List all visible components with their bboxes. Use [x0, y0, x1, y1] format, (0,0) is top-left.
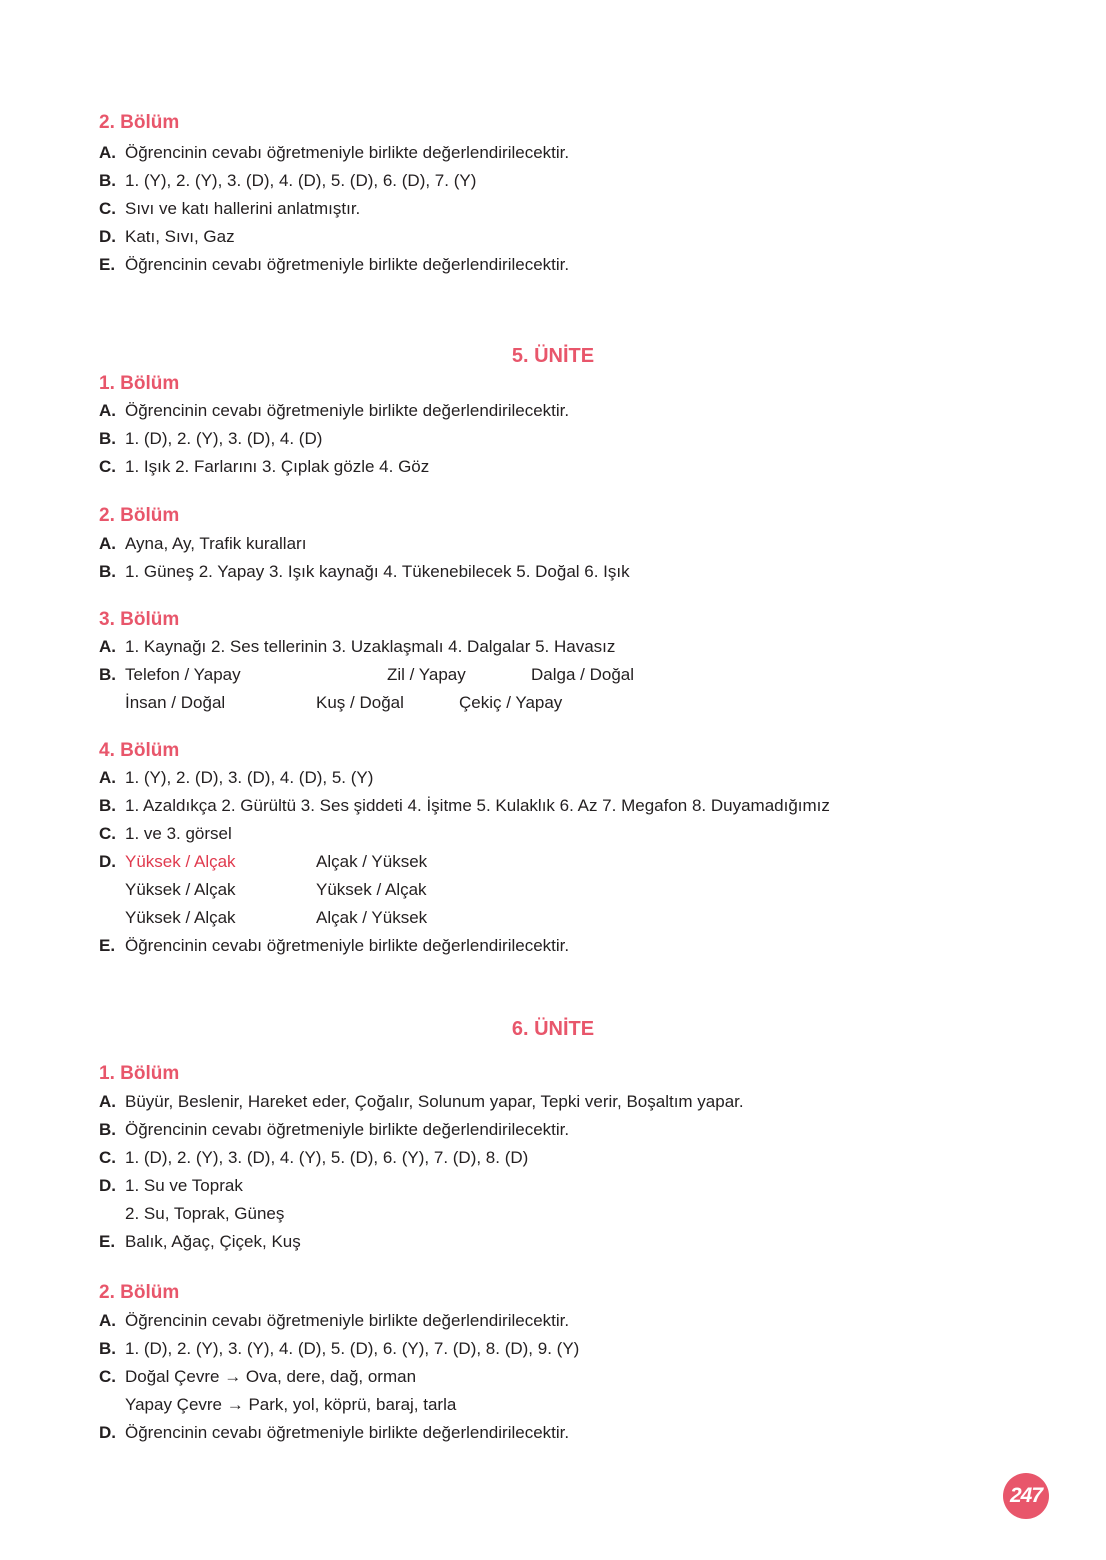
answer-label: D. — [99, 1176, 116, 1195]
answer-label: C. — [99, 457, 116, 476]
answer-text: 1. (D), 2. (Y), 3. (D), 4. (D) — [125, 429, 323, 448]
answer-text: 1. ve 3. görsel — [125, 824, 232, 843]
unit-title — [0, 1018, 1106, 1041]
answer-text: 1. Azaldıkça 2. Gürültü 3. Ses şiddeti 4. İşitme 5. Kulaklık 6. Az 7. Megafon 8. Duyamadığımız — [125, 796, 830, 815]
answer-row — [99, 1119, 569, 1141]
answer-label: C. — [99, 1367, 116, 1386]
answer-row — [99, 254, 569, 276]
answer-label: A. — [99, 401, 116, 420]
answer-row — [99, 400, 569, 422]
answer-row — [99, 142, 569, 164]
answer-row — [99, 636, 615, 658]
answer-label: A. — [99, 637, 116, 656]
answer-row — [99, 226, 235, 248]
answer-text: Öğrencinin cevabı öğretmeniyle birlikte değerlendirilecektir. — [125, 1120, 570, 1139]
answer-row — [99, 428, 322, 450]
answer-row — [99, 1366, 416, 1388]
answer-row — [99, 935, 569, 957]
answer-continuation: Yapay Çevre → Park, yol, köprü, baraj, tarla — [125, 1395, 457, 1414]
page-number-badge — [1003, 1473, 1049, 1519]
match-cell: Zil / Yapay — [387, 665, 466, 684]
answer-label: B. — [99, 796, 116, 815]
answer-text: Sıvı ve katı hallerini anlatmıştır. — [125, 199, 361, 218]
answer-label: A. — [99, 768, 116, 787]
answer-row — [99, 664, 125, 686]
match-cell: İnsan / Doğal — [125, 693, 226, 712]
answer-label: E. — [99, 1232, 116, 1251]
answer-text: Katı, Sıvı, Gaz — [125, 227, 235, 246]
answer-row — [99, 851, 125, 873]
answer-row — [99, 533, 306, 555]
section-title: 1. Bölüm — [99, 373, 180, 394]
answer-label: C. — [99, 199, 116, 218]
answer-text: Öğrencinin cevabı öğretmeniyle birlikte değerlendirilecektir. — [125, 401, 570, 420]
unit-title-text: 5. ÜNİTE — [511, 345, 595, 367]
match-cell: Çekiç / Yapay — [459, 693, 563, 712]
match-cell: Dalga / Doğal — [531, 665, 635, 684]
section-title: 2. Bölüm — [99, 1282, 180, 1303]
match-cell: Telefon / Yapay — [125, 665, 241, 684]
unit-title — [0, 345, 1106, 368]
pitch-cell: Alçak / Yüksek — [316, 852, 428, 871]
answer-row — [99, 795, 830, 817]
answer-label: B. — [99, 429, 116, 448]
answer-text: 1. Güneş 2. Yapay 3. Işık kaynağı 4. Tükenebilecek 5. Doğal 6. Işık — [125, 562, 630, 581]
pitch-cell: Alçak / Yüksek — [316, 908, 428, 927]
answer-label: C. — [99, 824, 116, 843]
answer-row — [99, 170, 476, 192]
answer-label: A. — [99, 143, 116, 162]
answer-text: Doğal Çevre → Ova, dere, dağ, orman — [125, 1367, 417, 1386]
page-number: 247 — [1009, 1484, 1043, 1507]
answer-label: A. — [99, 534, 116, 553]
answer-label: B. — [99, 665, 116, 684]
pitch-cell: Yüksek / Alçak — [125, 908, 236, 927]
answer-text: 1. Su ve Toprak — [125, 1176, 243, 1195]
answer-text: Balık, Ağaç, Çiçek, Kuş — [125, 1232, 301, 1251]
answer-label: B. — [99, 1339, 116, 1358]
answer-continuation: 2. Su, Toprak, Güneş — [125, 1204, 285, 1223]
answer-row — [99, 1175, 243, 1197]
answer-row — [99, 1147, 528, 1169]
answer-text: Öğrencinin cevabı öğretmeniyle birlikte değerlendirilecektir. — [125, 255, 570, 274]
answer-label: D. — [99, 227, 116, 246]
pitch-cell: Yüksek / Alçak — [125, 880, 236, 899]
answer-row — [99, 1310, 569, 1332]
answer-label: B. — [99, 171, 116, 190]
answer-text: Öğrencinin cevabı öğretmeniyle birlikte değerlendirilecektir. — [125, 1423, 570, 1442]
answer-label: D. — [99, 1423, 116, 1442]
section-title: 4. Bölüm — [99, 740, 180, 761]
answer-row — [99, 561, 630, 583]
answer-label: C. — [99, 1148, 116, 1167]
answer-row — [99, 1422, 569, 1444]
answer-text: 1. Işık 2. Farlarını 3. Çıplak gözle 4. Göz — [125, 457, 430, 476]
answer-row — [99, 823, 232, 845]
section-title: 3. Bölüm — [99, 609, 180, 630]
answer-text: 1. (D), 2. (Y), 3. (D), 4. (Y), 5. (D), 6. (Y), 7. (D), 8. (D) — [125, 1148, 529, 1167]
section-title: 2. Bölüm — [99, 112, 180, 133]
answer-text: Öğrencinin cevabı öğretmeniyle birlikte değerlendirilecektir. — [125, 143, 570, 162]
section-title: 1. Bölüm — [99, 1063, 180, 1084]
answer-text: 1. (Y), 2. (Y), 3. (D), 4. (D), 5. (D), 6. (D), 7. (Y) — [125, 171, 477, 190]
pitch-cell: Yüksek / Alçak — [125, 852, 236, 871]
answer-text: 1. (D), 2. (Y), 3. (Y), 4. (D), 5. (D), 6. (Y), 7. (D), 8. (D), 9. (Y) — [125, 1339, 580, 1358]
unit-title-text: 6. ÜNİTE — [511, 1018, 595, 1040]
answer-text: Öğrencinin cevabı öğretmeniyle birlikte değerlendirilecektir. — [125, 936, 570, 955]
answer-text: 1. Kaynağı 2. Ses tellerinin 3. Uzaklaşmalı 4. Dalgalar 5. Havasız — [125, 637, 616, 656]
pitch-cell: Yüksek / Alçak — [316, 880, 427, 899]
answer-label: E. — [99, 936, 116, 955]
answer-text: Büyür, Beslenir, Hareket eder, Çoğalır, Solunum yapar, Tepki verir, Boşaltım yapar. — [125, 1092, 744, 1111]
answer-label: A. — [99, 1092, 116, 1111]
answer-row — [99, 198, 360, 220]
answer-row — [99, 1091, 744, 1113]
answer-row — [99, 767, 373, 789]
answer-label: E. — [99, 255, 116, 274]
match-cell: Kuş / Doğal — [316, 693, 404, 712]
answer-label: A. — [99, 1311, 116, 1330]
answer-text: 1. (Y), 2. (D), 3. (D), 4. (D), 5. (Y) — [125, 768, 374, 787]
answer-text: Öğrencinin cevabı öğretmeniyle birlikte değerlendirilecektir. — [125, 1311, 570, 1330]
answer-row — [99, 456, 429, 478]
answer-row — [99, 1231, 301, 1253]
answer-row — [99, 1338, 579, 1360]
section-title: 2. Bölüm — [99, 505, 180, 526]
answer-label: B. — [99, 1120, 116, 1139]
answer-label: B. — [99, 562, 116, 581]
answer-text: Ayna, Ay, Trafik kuralları — [125, 534, 307, 553]
answer-label: D. — [99, 852, 116, 871]
